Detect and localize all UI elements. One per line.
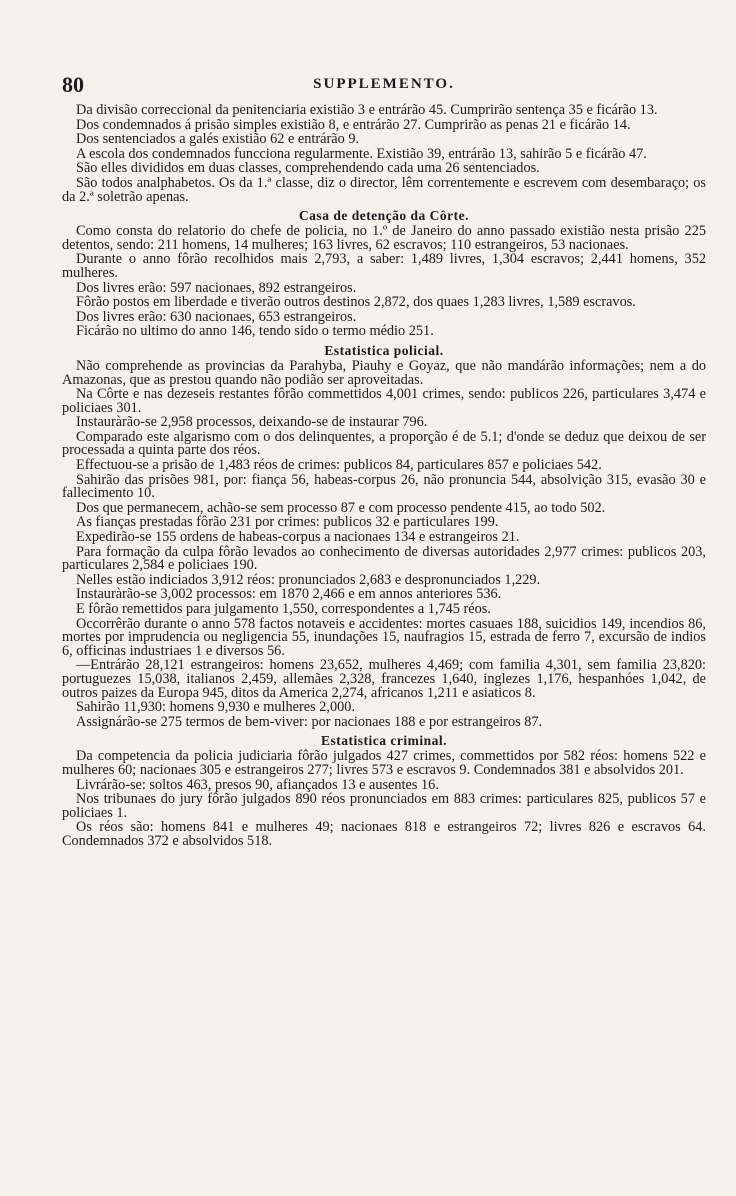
paragraph: São todos analphabetos. Os da 1.ª classe, diz o director, lêm correntemente e escrevem com desembaraço; os da 2.ª soletrão apenas. bbox=[62, 174, 706, 205]
paragraph: Dos livres erão: 597 nacionaes, 892 estrangeiros. bbox=[76, 279, 357, 296]
paragraph: Livrárão-se: soltos 463, presos 90, afiançados 13 e ausentes 16. bbox=[76, 776, 439, 793]
paragraph: A escola dos condemnados funcciona regularmente. Existião 39, entrárão 13, sahirão 5 e ficárão 47. bbox=[76, 145, 647, 162]
paragraph: Os réos são: homens 841 e mulheres 49; nacionaes 818 e estrangeiros 72; livres 826 e escravos 64. Condemnados 372 e absolvidos 518. bbox=[62, 819, 706, 849]
page-header bbox=[62, 70, 706, 104]
paragraph: Effectuou-se a prisão de 1,483 réos de crimes: publicos 84, particulares 857 e policiaes 542. bbox=[76, 457, 602, 474]
paragraph: Da divisão correccional da penitenciaria existião 3 e entrárão 45. Cumprirão sentença 35 e ficárão 13. bbox=[76, 102, 658, 118]
intro-block bbox=[62, 104, 706, 204]
paragraph: As fianças prestadas fôrão 231 por crimes: publicos 32 e particulares 199. bbox=[76, 514, 499, 531]
paragraph: Comparado este algarismo com o dos delinquentes, a proporção é de 5.1; d'onde se deduz que deixou de ser processada a quinta parte dos réos. bbox=[62, 428, 706, 459]
section-heading: Casa de detenção da Côrte. bbox=[298, 208, 470, 224]
paragraph: Dos condemnados á prisão simples existião 8, e entrárão 27. Cumprirão as penas 21 e ficárão 14. bbox=[76, 116, 631, 133]
section-estatistica-policial bbox=[62, 343, 706, 729]
paragraph: São elles divididos em duas classes, comprehendendo cada uma 26 sentenciados. bbox=[76, 160, 540, 177]
paragraph: Dos livres erão: 630 nacionaes, 653 estrangeiros. bbox=[76, 308, 357, 325]
paragraph: Fôrão postos em liberdade e tiverão outros destinos 2,872, dos quaes 1,283 livres, 1,589 escravos. bbox=[76, 294, 636, 311]
paragraph: E fôrão remettidos para julgamento 1,550, correspondentes a 1,745 réos. bbox=[76, 601, 491, 617]
section-heading: Estatistica criminal. bbox=[321, 733, 447, 749]
paragraph: Instauràrão-se 3,002 processos: em 1870 2,466 e em annos anteriores 536. bbox=[76, 586, 502, 603]
section-casa-detencao bbox=[62, 208, 706, 339]
section-heading: Estatistica policial. bbox=[324, 342, 444, 358]
paragraph: Expedirão-se 155 ordens de habeas-corpus a nacionaes 134 e estrangeiros 21. bbox=[76, 529, 520, 546]
paragraph: Dos que permanecem, achão-se sem processo 87 e com processo pendente 415, ao todo 502. bbox=[76, 499, 606, 516]
running-title: SUPPLEMENTO. bbox=[313, 76, 455, 92]
paragraph: Da competencia da policia judiciaria fôrão julgados 427 crimes, commettidos por 582 réos: homens 522 e mulheres 60; nacionaes 305 e estrangeiros 277; livres 573 e escravos 9. Condemnados 381 e absolvidos 201. bbox=[62, 748, 706, 778]
paragraph: Como consta do relatorio do chefe de policia, no 1.º de Janeiro do anno passado existião nesta prisão 225 detentos, sendo: 211 homens, 14 mulheres; 163 livres, 62 escravos; 110 estrangeiros, 53 nacionaes. bbox=[62, 223, 706, 253]
paragraph: Assignárão-se 275 termos de bem-viver: por nacionaes 188 e por estrangeiros 87. bbox=[76, 713, 543, 730]
paragraph: Nos tribunaes do jury fôrão julgados 890 réos pronunciados em 883 crimes: particulares 825, publicos 57 e policiaes 1. bbox=[62, 791, 706, 821]
paragraph: Sahirão das prisões 981, por: fiança 56, habeas-corpus 26, não pronuncia 544, absolvição 315, evasão 30 e fallecimento 10. bbox=[62, 471, 706, 502]
paragraph: Occorrêrão durante o anno 578 factos notaveis e accidentes: mortes casuaes 188, suicidios 149, incendios 86, mortes por imprudencia ou negligencia 55, inundações 15, naufragios 15, estrada de ferro 7, excursão de indios 6, officinas industriaes 1 e diversos 56. bbox=[62, 615, 706, 659]
paragraph: Para formação da culpa fôrão levados ao conhecimento de diversas autoridades 2,977 crimes: publicos 203, particulares 2,584 e policiaes 190. bbox=[62, 543, 706, 574]
page-number: 80 bbox=[62, 72, 84, 97]
paragraph: Ficárão no ultimo do anno 146, tendo sido o termo médio 251. bbox=[76, 323, 434, 340]
paragraph: Sahirão 11,930: homens 9,930 e mulheres 2,000. bbox=[76, 699, 356, 716]
paragraph: Durante o anno fôrão recolhidos mais 2,793, a saber: 1,489 livres, 1,304 escravos; 2,441 homens, 352 mulheres. bbox=[62, 251, 706, 281]
paragraph: Não comprehende as provincias da Parahyba, Piauhy e Goyaz, que não mandárão informações; nem a do Amazonas, que as prestou quando não podião ser aproveitadas. bbox=[62, 357, 706, 388]
section-estatistica-criminal bbox=[62, 733, 706, 848]
paragraph: Dos sentenciados a galés existião 62 e entrárão 9. bbox=[76, 131, 360, 148]
paragraph: —Entrárão 28,121 estrangeiros: homens 23,652, mulheres 4,469; com familia 4,301, sem familia 23,820: portuguezes 15,038, italianos 2,459, allemães 2,328, francezes 1,640, inglezes 1,176, hespanhóes 1,042, de outros paizes da Europa 945, ditos da America 2,274, africanos 1,211 e asiaticos 8. bbox=[62, 657, 706, 701]
paragraph: Nelles estão indiciados 3,912 réos: pronunciados 2,683 e despronunciados 1,229. bbox=[76, 571, 541, 588]
paragraph: Na Côrte e nas dezeseis restantes fôrão commettidos 4,001 crimes, sendo: publicos 226, particulares 3,474 e policiaes 301. bbox=[62, 386, 706, 416]
paragraph: Instauràrão-se 2,958 processos, deixando-se de instaurar 796. bbox=[76, 414, 428, 431]
